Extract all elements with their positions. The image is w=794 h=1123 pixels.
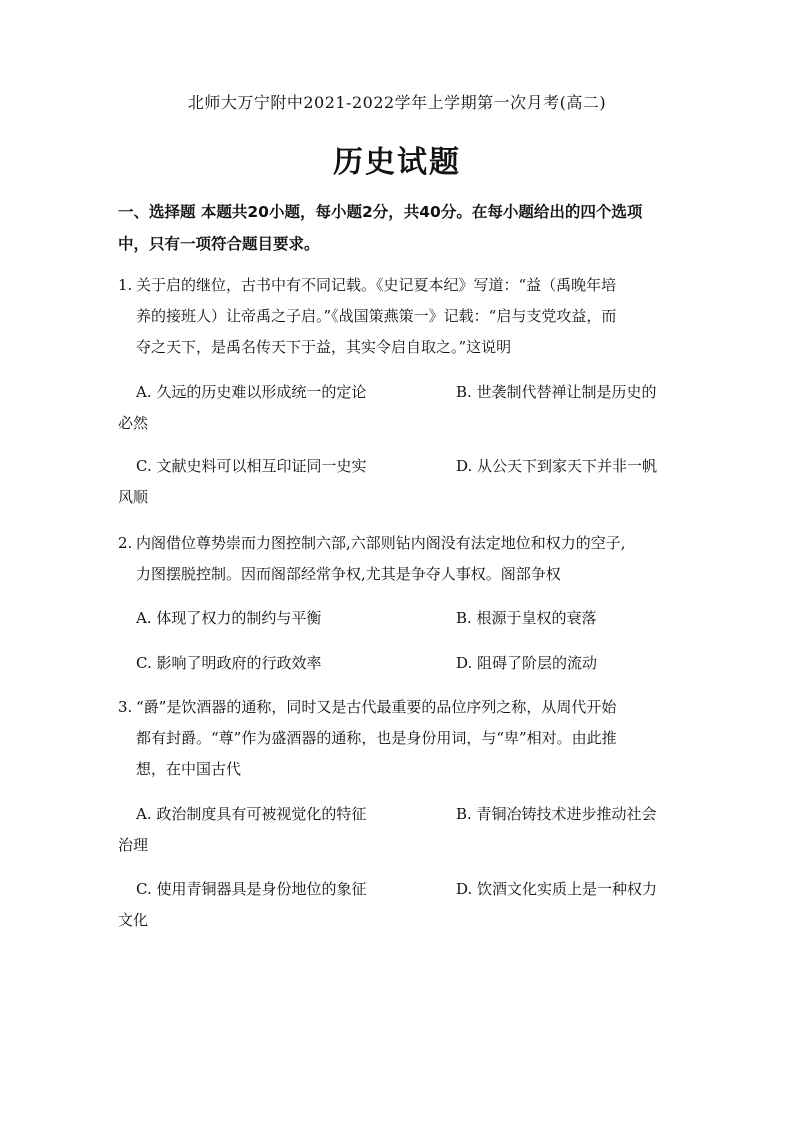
option-d: D. 从公天下到家天下并非一帆 — [456, 457, 658, 475]
option-b: B. 世袭制代替禅让制是历史的 — [456, 383, 657, 401]
option-b-continued: 必然 — [118, 414, 149, 432]
question-stem-line: 力图摆脱控制。因而阁部经常争权,尤其是争夺人事权。阁部争权 — [136, 565, 561, 583]
question-stem-line: 关于启的继位，古书中有不同记载。《史记夏本纪》写道：“益（禹晚年培 — [136, 276, 617, 294]
question-number: 2. — [118, 534, 133, 552]
question-3 — [118, 692, 680, 785]
option-b: B. 青铜冶铸技术进步推动社会 — [456, 805, 657, 823]
option-a: A. 体现了权力的制约与平衡 — [136, 609, 322, 627]
exam-title: 历史试题 — [333, 145, 461, 180]
question-stem-line: 养的接班人）让帝禹之子启。”《战国策燕策一》记载：“启与支党攻益，而 — [136, 307, 617, 325]
question-stem-line: 都有封爵。“尊”作为盛酒器的通称，也是身份用词，与“卑”相对。由此推 — [136, 729, 617, 747]
option-d: D. 阻碍了阶层的流动 — [456, 654, 598, 672]
option-d: D. 饮酒文化实质上是一种权力 — [456, 880, 658, 898]
question-stem-line: 夺之天下，是禹名传天下于益，其实令启自取之。”这说明 — [136, 338, 512, 356]
option-b: B. 根源于皇权的衰落 — [456, 609, 597, 627]
option-c: C. 影响了明政府的行政效率 — [136, 654, 322, 672]
question-number: 1. — [118, 276, 133, 294]
option-c: C. 文献史料可以相互印证同一史实 — [136, 457, 367, 475]
question-1 — [118, 270, 680, 363]
question-stem-line: 内阁借位尊势崇而力图控制六部,六部则钻内阁没有法定地位和权力的空子, — [136, 534, 626, 552]
option-a: A. 久远的历史难以形成统一的定论 — [136, 383, 367, 401]
question-number: 3. — [118, 698, 133, 716]
option-d-continued: 风顺 — [118, 488, 149, 506]
section-heading-line: 一、选择题 本题共20小题，每小题2分，共40分。在每小题给出的四个选项 — [118, 203, 643, 221]
question-2 — [118, 528, 680, 590]
option-a: A. 政治制度具有可被视觉化的特征 — [136, 805, 367, 823]
option-c: C. 使用青铜器具是身份地位的象征 — [136, 880, 367, 898]
section-heading-line: 中，只有一项符合题目要求。 — [118, 235, 320, 253]
section-heading — [118, 196, 678, 260]
question-stem-line: “爵”是饮酒器的通称，同时又是古代最重要的品位序列之称，从周代开始 — [136, 698, 617, 716]
option-b-continued: 治理 — [118, 836, 149, 854]
question-stem-line: 想，在中国古代 — [136, 760, 242, 778]
exam-subtitle: 北师大万宁附中2021-2022学年上学期第一次月考(高二) — [187, 93, 607, 112]
option-d-continued: 文化 — [118, 911, 149, 929]
